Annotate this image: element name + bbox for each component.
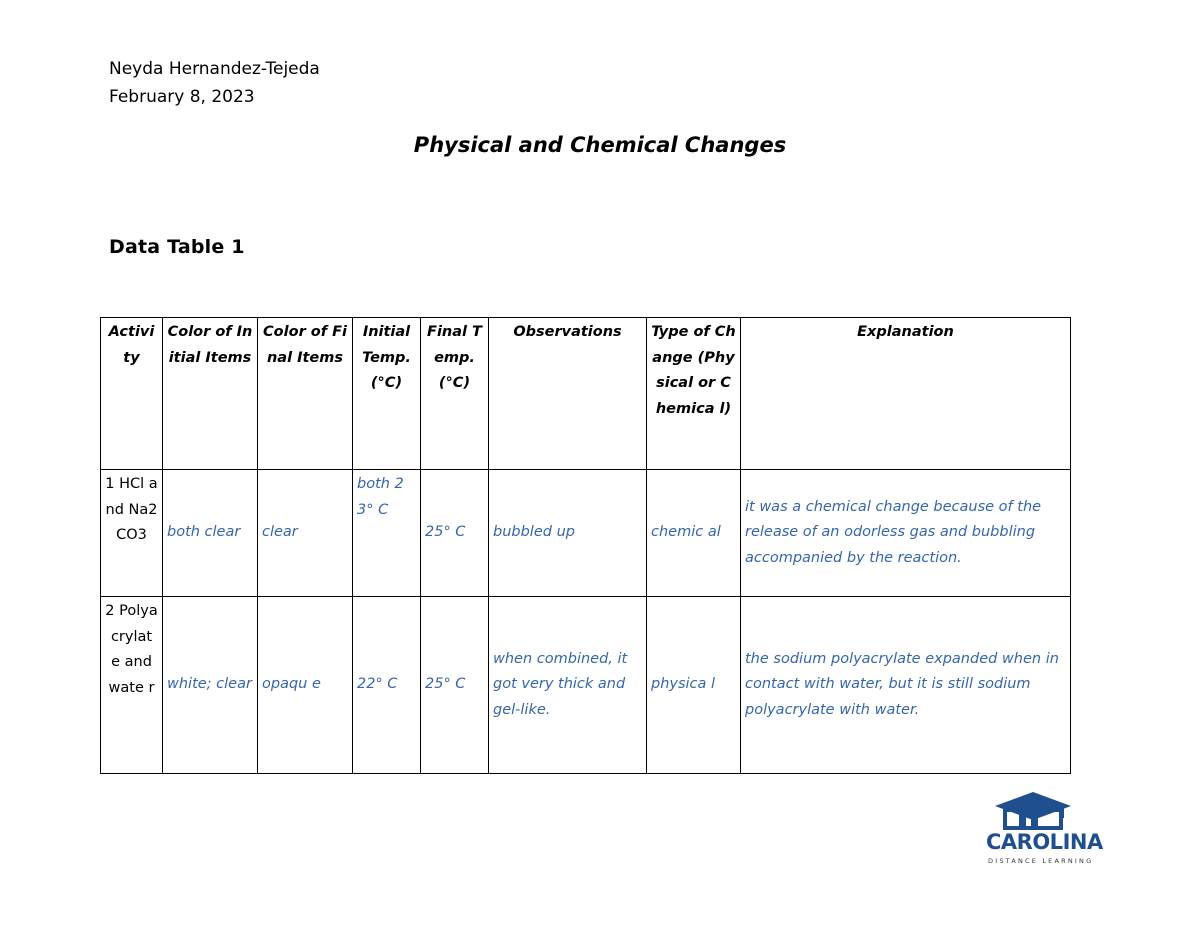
activity-cell: 1 HCl and Na2 CO3: [101, 470, 163, 597]
column-header: Explanation: [741, 318, 1071, 470]
column-header: Activi ty: [101, 318, 163, 470]
logo-wordmark: CAROLINA: [986, 830, 1103, 854]
data-table: [100, 317, 1071, 774]
type-cell: physica l: [647, 597, 741, 774]
carolina-logo-icon: [983, 788, 1083, 868]
column-header: Color of Final Items: [258, 318, 353, 470]
table-row: [101, 470, 1071, 597]
column-header: Type of Change (Physical or Chemica l): [647, 318, 741, 470]
column-header: Initial Temp. (°C): [353, 318, 421, 470]
observations-cell: when combined, it got very thick and gel-like.: [489, 597, 647, 774]
final-color-cell: opaqu e: [258, 597, 353, 774]
page-title: Physical and Chemical Changes: [413, 133, 787, 157]
initial-temp-cell: 22° C: [353, 597, 421, 774]
initial-temp-cell: both 23° C: [353, 470, 421, 597]
column-header: Observations: [489, 318, 647, 470]
author-name: Neyda Hernandez-Tejeda: [109, 59, 320, 79]
document-date: February 8, 2023: [109, 87, 255, 107]
final-temp-cell: 25° C: [421, 470, 489, 597]
column-header: Final Temp. (°C): [421, 318, 489, 470]
table-header-row: [101, 318, 1071, 470]
type-cell: chemic al: [647, 470, 741, 597]
final-color-cell: clear: [258, 470, 353, 597]
explanation-cell: it was a chemical change because of the release of an odorless gas and bubbling accompanied by the reaction.: [741, 470, 1071, 597]
initial-color-cell: white; clear: [163, 597, 258, 774]
table-title: Data Table 1: [109, 236, 245, 258]
final-temp-cell: 25° C: [421, 597, 489, 774]
column-header: Color of Initial Items: [163, 318, 258, 470]
explanation-cell: the sodium polyacrylate expanded when in contact with water, but it is still sodium polyacrylate with water.: [741, 597, 1071, 774]
activity-cell: 2 Polya crylat e and wate r: [101, 597, 163, 774]
initial-color-cell: both clear: [163, 470, 258, 597]
observations-cell: bubbled up: [489, 470, 647, 597]
logo-subtitle: DISTANCE LEARNING: [988, 857, 1094, 865]
table-row: [101, 597, 1071, 774]
